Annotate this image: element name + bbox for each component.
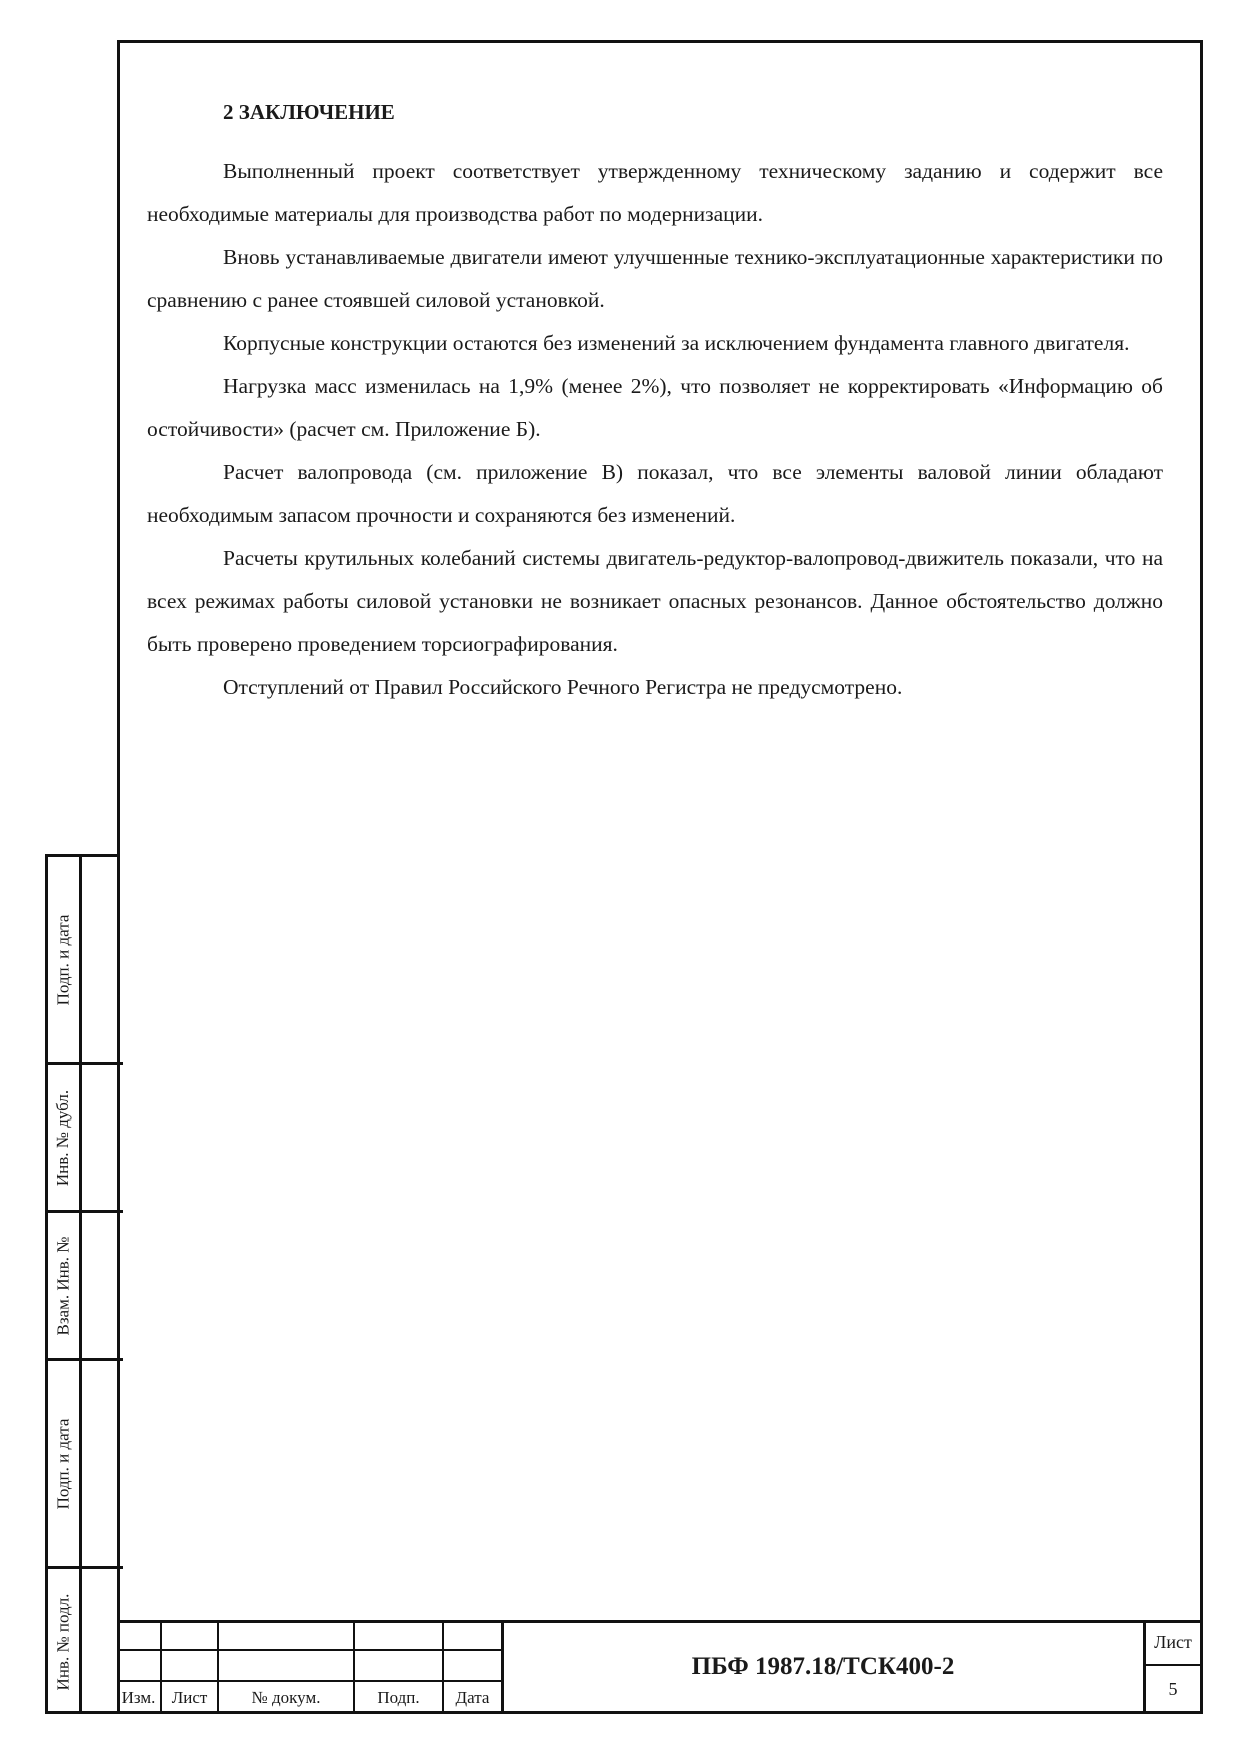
paragraph-6: Расчеты крутильных колебаний системы двигатель-редуктор-валопровод-движитель показали, что на всех режимах работы силовой установки не возникает опасных резонансов. Данное обстоятельство должно быть проверено проведением торсиографирования. xyxy=(147,546,1163,656)
paragraph-2: Вновь устанавливаемые двигатели имеют улучшенные технико-эксплуатационные характеристики по сравнению с ранее стоявшей силовой установкой. xyxy=(147,245,1163,312)
side-strip xyxy=(45,854,120,1714)
column-label-change: Изм. xyxy=(121,1688,156,1707)
paragraph-3: Корпусные конструкции остаются без изменений за исключением фундамента главного двигателя. xyxy=(223,331,1130,355)
side-label-sign-date-1: Подп. и дата xyxy=(53,914,73,1005)
side-label-orig-inv: Инв. № подл. xyxy=(53,1593,73,1690)
column-label-signature: Подп. xyxy=(377,1688,420,1707)
title-block-row-line xyxy=(117,1680,503,1682)
paragraph-1: Выполненный проект соответствует утвержденному техническому заданию и содержит все необходимые материалы для производства работ по модернизации. xyxy=(147,159,1163,226)
side-label-sign-date-2: Подп. и дата xyxy=(53,1418,73,1509)
side-label-replace-inv: Взам. Инв. № xyxy=(53,1236,73,1335)
sheet-label: Лист xyxy=(1154,1631,1192,1652)
column-label-date: Дата xyxy=(455,1688,490,1707)
sheet-number: 5 xyxy=(1168,1678,1178,1699)
side-label-dup-inv: Инв. № дубл. xyxy=(53,1089,73,1186)
title-block-row-line xyxy=(117,1649,503,1651)
column-label-sheet: Лист xyxy=(171,1688,208,1707)
side-strip-divider xyxy=(79,857,82,1711)
paragraph-5: Расчет валопровода (см. приложение В) показал, что все элементы валовой линии обладают необходимым запасом прочности и сохраняются без изменений. xyxy=(147,460,1163,527)
main-content xyxy=(147,100,1163,709)
document-code: ПБФ 1987.18/ТСК400-2 xyxy=(691,1653,955,1680)
column-label-doc-number: № докум. xyxy=(251,1688,321,1707)
section-heading: 2 ЗАКЛЮЧЕНИЕ xyxy=(223,100,395,124)
paragraph-4: Нагрузка масс изменилась на 1,9% (менее 2%), что позволяет не корректировать «Информацию об остойчивости» (расчет см. Приложение Б). xyxy=(147,374,1163,441)
paragraph-7: Отступлений от Правил Российского Речного Регистра не предусмотрено. xyxy=(223,675,903,699)
